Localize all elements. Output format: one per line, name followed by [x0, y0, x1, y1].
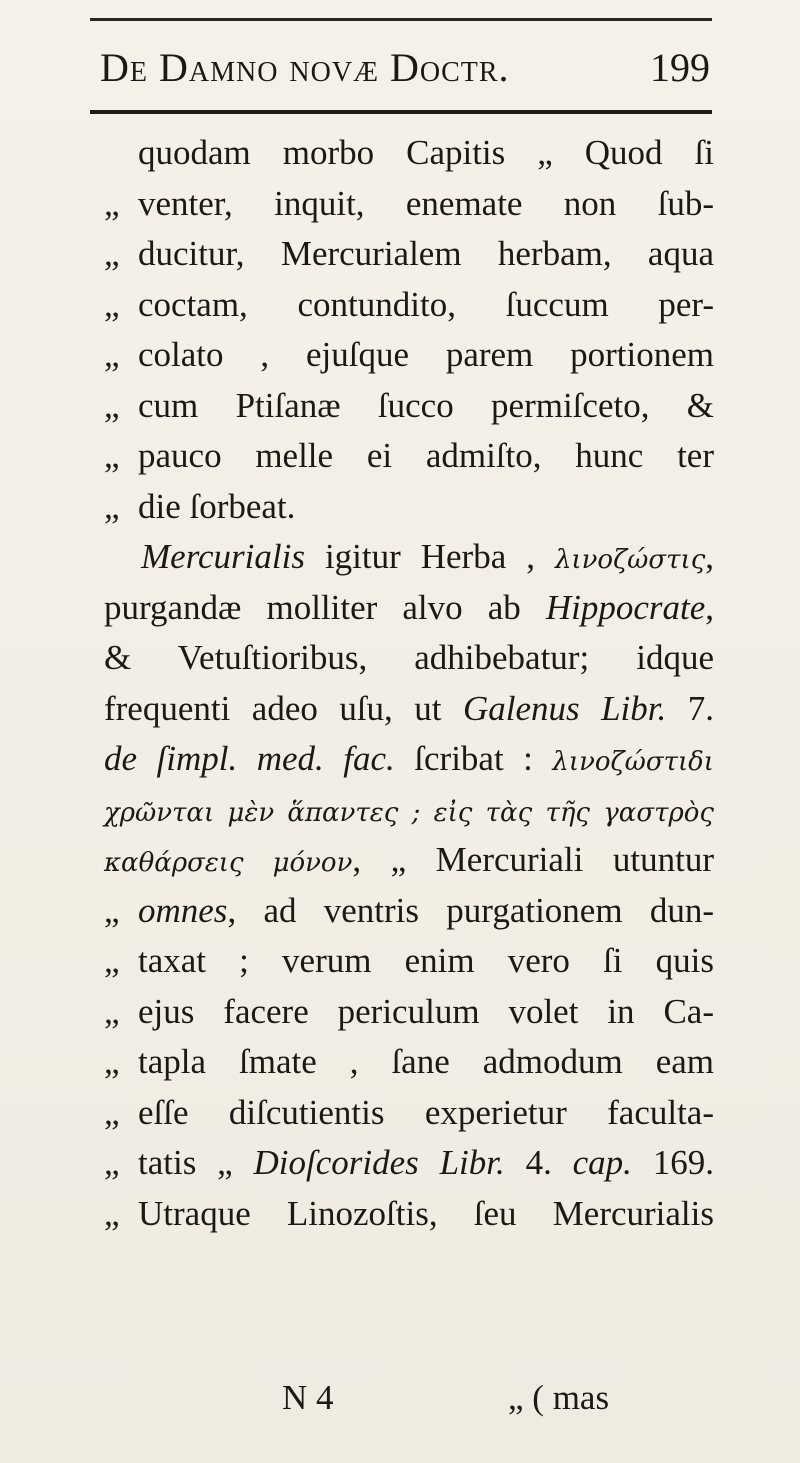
citation-italic: Galenus Libr. — [462, 688, 667, 728]
author-italic: Hippocrate — [545, 587, 706, 627]
line-text: cum Ptiſanæ ſucco permiſceto, & — [138, 385, 714, 425]
text-line — [104, 280, 714, 331]
quote-mark: „ — [104, 385, 120, 425]
text-line — [104, 482, 714, 533]
line-text: igitur Herba , — [304, 537, 555, 576]
line-text: pauco melle ei admiſto, hunc ter — [138, 436, 714, 475]
quote-mark: „ — [104, 284, 120, 324]
greek-word: λινοζώστις — [554, 545, 706, 575]
line-text: colato , ejuſque parem portionem — [138, 335, 714, 374]
text-line — [104, 179, 714, 230]
punctuation: , — [705, 537, 714, 576]
line-text: venter, inquit, enemate non ſub- — [138, 183, 714, 223]
quote-mark: „ — [104, 486, 120, 526]
text-line — [104, 128, 714, 179]
header-rule — [90, 110, 712, 114]
quote-mark: „ — [104, 234, 120, 273]
line-text: quodam morbo Capitis „ Quod ſi — [138, 133, 714, 172]
text-line — [104, 330, 714, 381]
text-line — [104, 835, 714, 886]
quote-mark: „ — [104, 1143, 120, 1182]
running-title: De Damno novæ Doctr. — [100, 45, 510, 90]
quote-mark: „ — [104, 335, 120, 374]
line-text: & Vetuſtioribus, adhibebatur; idque — [104, 638, 714, 677]
text-line — [104, 431, 714, 482]
top-rule — [90, 18, 712, 21]
term-italic: omnes — [138, 890, 228, 930]
line-text: 7. — [666, 688, 714, 728]
punctuation: , — [705, 587, 714, 627]
greek-text: χρῶνται μὲν ἅπαντες ; εἰς τὰς τῆς γαστρὸς — [104, 797, 714, 828]
text-block — [104, 128, 714, 1239]
citation-italic: Dioſcorides Libr. — [253, 1143, 505, 1182]
signature-mark: N 4 — [282, 1378, 334, 1417]
line-text: ejus facere periculum volet in Ca- — [138, 991, 714, 1031]
text-line — [104, 936, 714, 987]
page-number: 199 — [650, 45, 710, 90]
line-text: tapla ſmate , ſane admodum eam — [138, 1042, 714, 1081]
line-text: frequenti adeo uſu, ut — [104, 688, 463, 728]
line-text: 4. — [504, 1143, 573, 1182]
text-line — [104, 583, 714, 634]
line-text: purgandæ molliter alvo ab — [104, 587, 546, 627]
greek-line — [104, 785, 714, 836]
text-line — [104, 987, 714, 1038]
quote-mark: „ — [104, 1092, 120, 1132]
greek-word: λινοζώστιδι — [552, 747, 714, 777]
line-text: Utraque Linozoſtis, ſeu Mercurialis — [138, 1193, 714, 1233]
catchword: „ ( mas — [508, 1378, 610, 1417]
citation-italic: cap. — [572, 1143, 632, 1182]
greek-text: καθάρσεις μόνον — [104, 848, 353, 878]
line-text: tatis „ — [138, 1143, 254, 1182]
text-line — [104, 1037, 714, 1088]
line-text: ſcribat : — [394, 739, 553, 778]
line-text: , ad ventris purgationem dun- — [227, 890, 714, 930]
text-line — [104, 229, 714, 280]
text-line — [104, 1088, 714, 1139]
quote-mark: „ — [104, 1193, 120, 1233]
quote-mark: „ — [104, 991, 120, 1031]
quote-mark: „ — [104, 436, 120, 475]
paragraph-start-line — [104, 532, 714, 583]
text-line — [104, 1138, 714, 1189]
line-text: 169. — [631, 1143, 714, 1182]
line-text: eſſe diſcutientis experietur faculta- — [138, 1092, 714, 1132]
text-line — [104, 684, 714, 735]
citation-italic: de ſimpl. med. fac. — [104, 739, 395, 778]
line-text: taxat ; verum enim vero ſi quis — [138, 941, 714, 980]
text-line — [104, 633, 714, 684]
quote-mark: „ — [104, 1042, 120, 1081]
text-line — [104, 381, 714, 432]
quote-mark: „ — [104, 183, 120, 223]
line-text: , „ Mercuriali utuntur — [352, 840, 714, 879]
line-text: die ſorbeat. — [138, 486, 296, 526]
text-line — [104, 734, 714, 785]
term-italic: Mercurialis — [141, 537, 305, 576]
quote-mark: „ — [104, 890, 120, 930]
text-line — [104, 886, 714, 937]
running-header — [90, 34, 710, 94]
line-text: coctam, contundito, ſuccum per- — [138, 284, 714, 324]
text-line — [104, 1189, 714, 1240]
quote-mark: „ — [104, 941, 120, 980]
line-text: ducitur, Mercurialem herbam, aqua — [138, 234, 714, 273]
